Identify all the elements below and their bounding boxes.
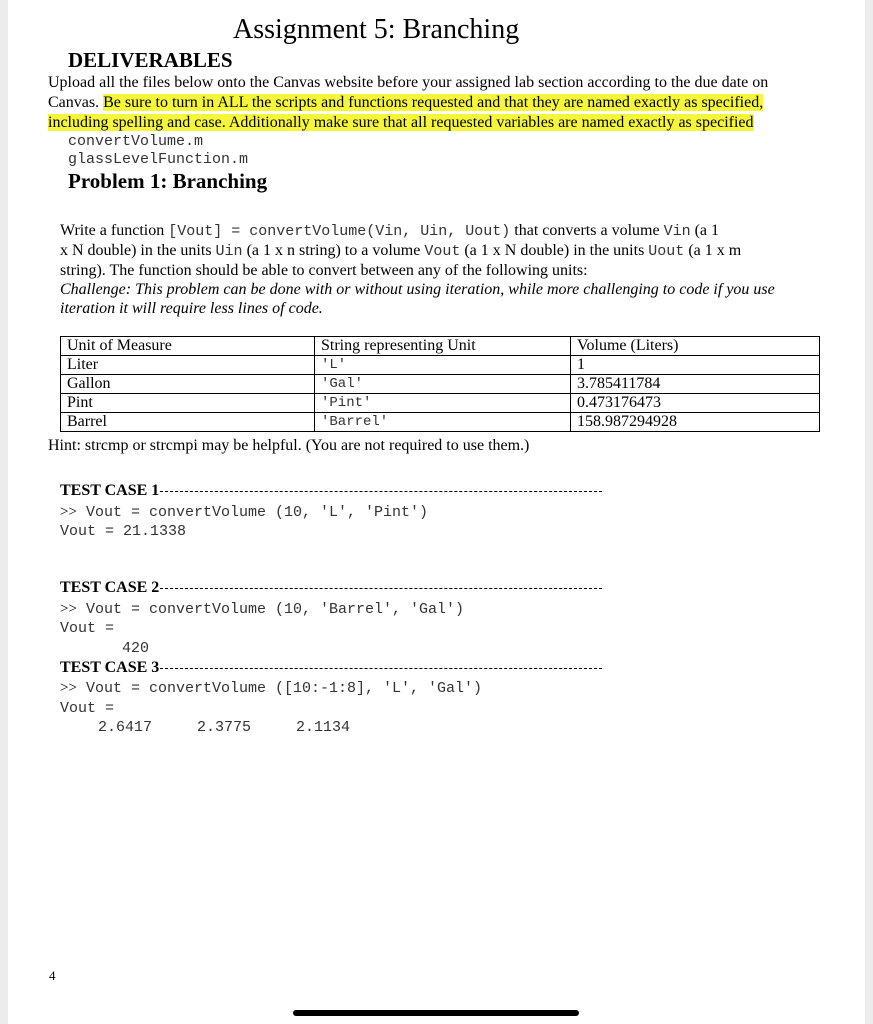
dashed-rule <box>160 668 602 669</box>
test-case-2-output-values: 420 <box>122 640 150 657</box>
table-header: Volume (Liters) <box>571 337 820 356</box>
challenge-line-2: iteration it will require less lines of code. <box>60 300 323 317</box>
code-var: Vout <box>424 243 461 260</box>
table-row <box>61 356 820 375</box>
page-title: Assignment 5: Branching <box>233 14 520 45</box>
table-header: String representing Unit <box>315 337 571 356</box>
file-name: convertVolume.m <box>68 133 204 150</box>
code-var: Uin <box>215 243 243 260</box>
text: (a 1 x N double) in the units <box>460 242 649 259</box>
table-cell: 'Gal' <box>315 375 571 394</box>
prompt: >> <box>60 504 77 520</box>
test-case-2-command <box>60 601 464 618</box>
test-case-1-command <box>60 504 428 521</box>
challenge-line-1: Challenge: This problem can be done with or without using iteration, while more challenging to code if you use <box>60 281 775 298</box>
text: that converts a volume <box>510 222 664 239</box>
highlighted-text: Be sure to turn in ALL the scripts and functions requested and that they are named exactly as specified, <box>103 94 764 111</box>
table-cell: Liter <box>61 356 315 375</box>
code-var: Uout <box>648 243 685 260</box>
test-case-3-output-values: 2.6417 2.3775 2.1134 <box>98 719 351 736</box>
test-case-title: TEST CASE 2 <box>60 579 160 596</box>
prompt: >> <box>60 680 77 696</box>
table-cell: 'L' <box>315 356 571 375</box>
test-case-title: TEST CASE 3 <box>60 659 160 676</box>
test-case-1-output: Vout = 21.1338 <box>60 523 187 540</box>
dashed-rule <box>160 491 602 492</box>
highlighted-text: including spelling and case. Additionally make sure that all requested variables are named exactly as specified <box>48 114 754 131</box>
test-case-3-label <box>60 659 602 677</box>
table-header: Unit of Measure <box>61 337 315 356</box>
prompt: >> <box>60 601 77 617</box>
deliverables-heading: DELIVERABLES <box>68 48 233 72</box>
table-cell: Gallon <box>61 375 315 394</box>
text: Write a function <box>60 222 169 239</box>
table-cell: Pint <box>61 394 315 413</box>
hint-text: Hint: strcmp or strcmpi may be helpful. (You are not required to use them.) <box>48 437 530 454</box>
problem-line-1 <box>60 221 719 242</box>
deliverables-line-2-plain: Canvas. <box>48 94 104 111</box>
command-text: Vout = convertVolume (10, 'Barrel', 'Gal') <box>85 601 464 618</box>
table-cell: 158.987294928 <box>571 413 820 432</box>
deliverables-line-1: Upload all the files below onto the Canvas website before your assigned lab section according to the due date on <box>48 74 769 91</box>
table-row <box>61 413 820 432</box>
problem-line-2 <box>60 241 741 262</box>
table-row <box>61 394 820 413</box>
document-page <box>8 0 865 1024</box>
home-indicator-bar[interactable] <box>293 1010 579 1016</box>
test-case-title: TEST CASE 1 <box>60 482 160 499</box>
command-text: Vout = convertVolume ([10:-1:8], 'L', 'Gal') <box>85 680 483 697</box>
text: x N double) in the units <box>60 242 216 259</box>
page-number: 4 <box>49 968 56 983</box>
table-cell: 3.785411784 <box>571 375 820 394</box>
table-header-row <box>61 337 820 356</box>
file-name: glassLevelFunction.m <box>68 151 249 168</box>
table-cell: 1 <box>571 356 820 375</box>
command-text: Vout = convertVolume (10, 'L', 'Pint') <box>85 504 428 521</box>
code-signature: [Vout] = convertVolume(Vin, Uin, Uout) <box>168 223 511 240</box>
table-cell: 'Pint' <box>315 394 571 413</box>
test-case-3-command <box>60 680 482 697</box>
problem-line-3: string). The function should be able to convert between any of the following units: <box>60 262 588 279</box>
test-case-2-output-label: Vout = <box>60 620 115 637</box>
text: (a 1 <box>690 222 720 239</box>
text: (a 1 x m <box>684 242 742 259</box>
deliverables-line-3 <box>48 113 754 133</box>
test-case-1-label <box>60 482 602 500</box>
dashed-rule <box>160 588 602 589</box>
test-case-2-label <box>60 579 602 597</box>
units-table <box>60 336 820 432</box>
table-cell: 'Barrel' <box>315 413 571 432</box>
table-cell: 0.473176473 <box>571 394 820 413</box>
table-cell: Barrel <box>61 413 315 432</box>
code-var: Vin <box>663 223 691 240</box>
deliverables-line-2 <box>48 93 763 113</box>
table-row <box>61 375 820 394</box>
test-case-3-output-label: Vout = <box>60 700 115 717</box>
text: (a 1 x n string) to a volume <box>242 242 425 259</box>
problem-heading: Problem 1: Branching <box>68 169 268 193</box>
